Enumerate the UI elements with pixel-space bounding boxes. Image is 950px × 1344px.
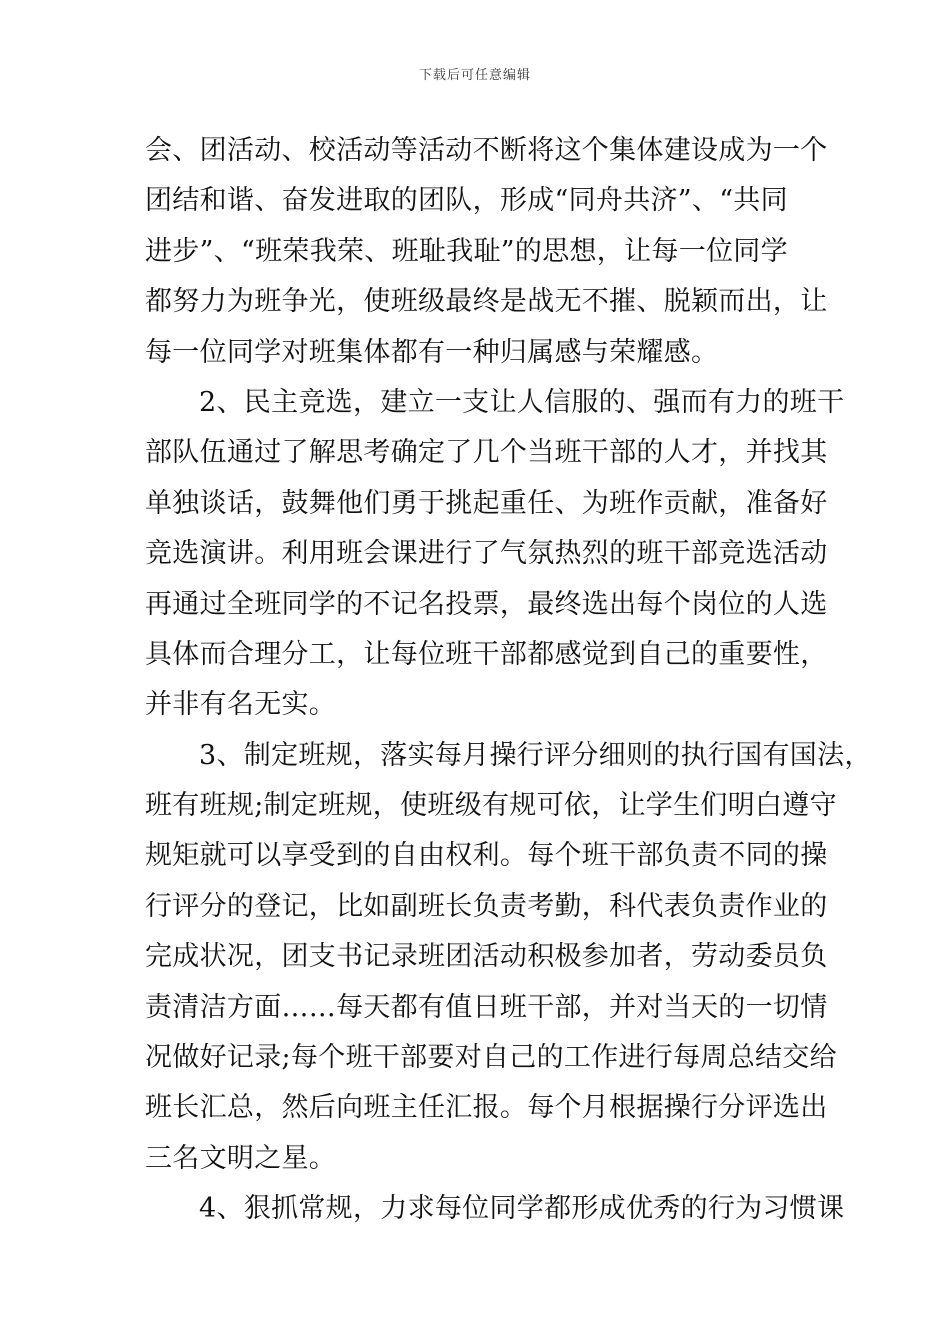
text-line: 进步”、“班荣我荣、班耻我耻”的思想，让每一位同学 [145,235,788,267]
document-body [145,126,872,1235]
paragraph-start-line: 2、民主竞选，建立一支让人信服的、强而有力的班干 [199,386,845,418]
page-header: 下载后可任意编辑 [418,68,531,83]
text-line: 具体而合理分工，让每位班干部都感觉到自己的重要性， [145,638,828,670]
text-line: 都努力为班争光，使班级最终是战无不摧、脱颖而出，让 [145,286,828,318]
text-line: 并非有名无实。 [145,689,337,721]
text-line: 三名文明之星。 [145,1142,337,1174]
text-line: 单独谈话，鼓舞他们勇于挑起重任、为班作贡献，准备好 [145,487,828,519]
text-line: 责清洁方面……每天都有值日班干部，并对当天的一切情 [145,991,828,1023]
text-line: 每一位同学对班集体都有一种归属感与荣耀感。 [145,336,719,368]
text-line: 规矩就可以享受到的自由权利。每个班干部负责不同的操 [145,840,828,872]
paragraph-start-line: 4、狠抓常规，力求每位同学都形成优秀的行为习惯课 [199,1193,845,1225]
text-line: 班长汇总，然后向班主任汇报。每个月根据操行分评选出 [145,1092,828,1124]
text-line: 班有班规;制定班规，使班级有规可依，让学生们明白遵守 [145,790,837,822]
text-line: 行评分的登记，比如副班长负责考勤，科代表负责作业的 [145,890,828,922]
text-line: 完成状况，团支书记录班团活动积极参加者，劳动委员负 [145,941,828,973]
text-line: 团结和谐、奋发进取的团队，形成“同舟共济”、“共同 [145,185,788,217]
text-line: 再通过全班同学的不记名投票，最终选出每个岗位的人选 [145,588,828,620]
text-line: 况做好记录;每个班干部要对自己的工作进行每周总结交给 [145,1042,837,1074]
paragraph-start-line: 3、制定班规，落实每月操行评分细则的执行国有国法， [199,739,872,771]
text-line: 竞选演讲。利用班会课进行了气氛热烈的班干部竞选活动 [145,538,828,570]
text-line: 会、团活动、校活动等活动不断将这个集体建设成为一个 [145,135,828,166]
text-line: 部队伍通过了解思考确定了几个当班干部的人才，并找其 [145,437,828,469]
